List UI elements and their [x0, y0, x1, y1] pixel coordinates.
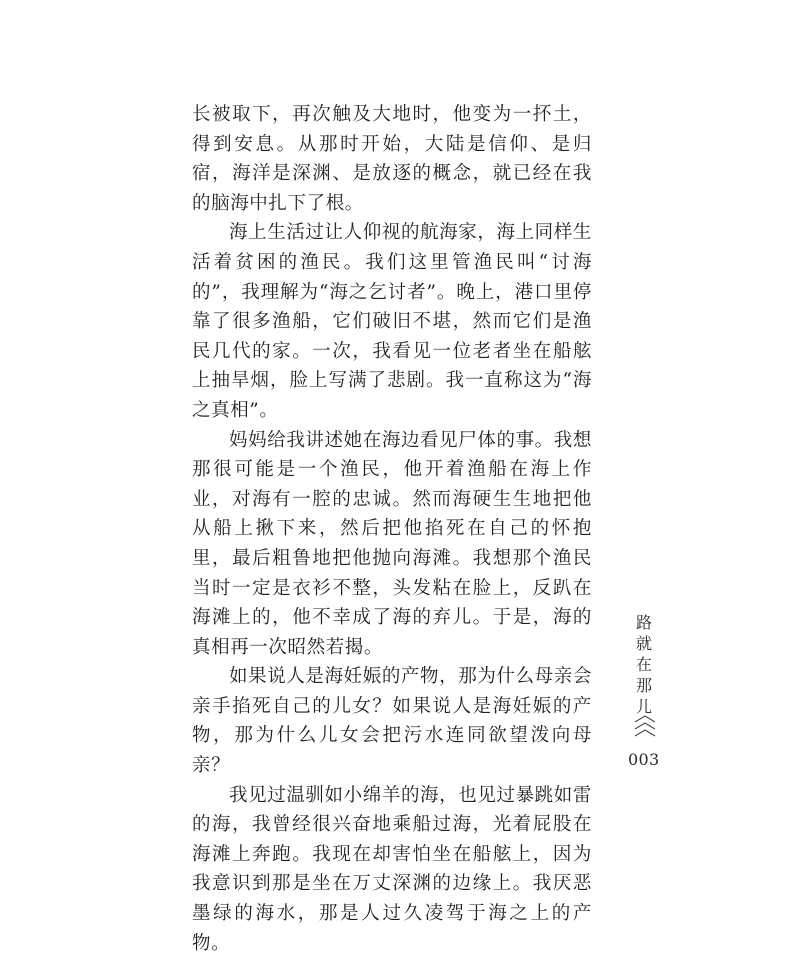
paragraph-1: 长被取下，再次触及大地时，他变为一抔土，得到安息。从那时开始，大陆是信仰、是归宿，海洋是深渊、是放逐的概念，就已经在我的脑海中扎下了根。 — [192, 104, 592, 214]
body-text — [192, 100, 592, 958]
paragraph-4: 如果说人是海妊娠的产物，那为什么母亲会亲手掐死自己的儿女？如果说人是海妊娠的产物，那为什么儿女会把污水连同欲望泼向母亲？ — [192, 666, 592, 777]
running-title — [632, 612, 656, 717]
triple-chevron-up-icon — [632, 714, 658, 738]
running-title-char: 路 — [635, 613, 652, 632]
paragraph-5: 我见过温驯如小绵羊的海，也见过暴跳如雷的海，我曾经很兴奋地乘船过海，光着屁股在海滩上奔跑。我现在却害怕坐在船舷上，因为我意识到那是坐在万丈深渊的边缘上。我厌恶墨绿的海水，那是人过久凌驾于海之上的产物。 — [192, 784, 592, 954]
running-title-char: 在 — [635, 655, 652, 674]
paragraph-3: 妈妈给我讲述她在海边看见尸体的事。我想那很可能是一个渔民，他开着渔船在海上作业，对海有一腔的忠诚。然而海硬生生地把他从船上揪下来，然后把他掐死在自己的怀抱里，最后粗鲁地把他抛向海滩。我想那个渔民当时一定是衣衫不整，头发粘在脸上，反趴在海滩上的，他不幸成了海的弃儿。于是，海的真相再一次昭然若揭。 — [192, 429, 592, 658]
running-title-char: 就 — [635, 634, 652, 653]
running-title-char: 儿 — [635, 697, 652, 716]
page-number: 003 — [628, 750, 660, 769]
running-title-char: 那 — [635, 676, 652, 695]
paragraph-2: 海上生活过让人仰视的航海家，海上同样生活着贫困的渔民。我们这里管渔民叫“讨海的”，我理解为“海之乞讨者”。晚上，港口里停靠了很多渔船，它们破旧不堪，然而它们是渔民几代的家。一次，我看见一位老者坐在船舷上抽旱烟，脸上写满了悲剧。我一直称这为“海之真相”。 — [192, 222, 592, 421]
